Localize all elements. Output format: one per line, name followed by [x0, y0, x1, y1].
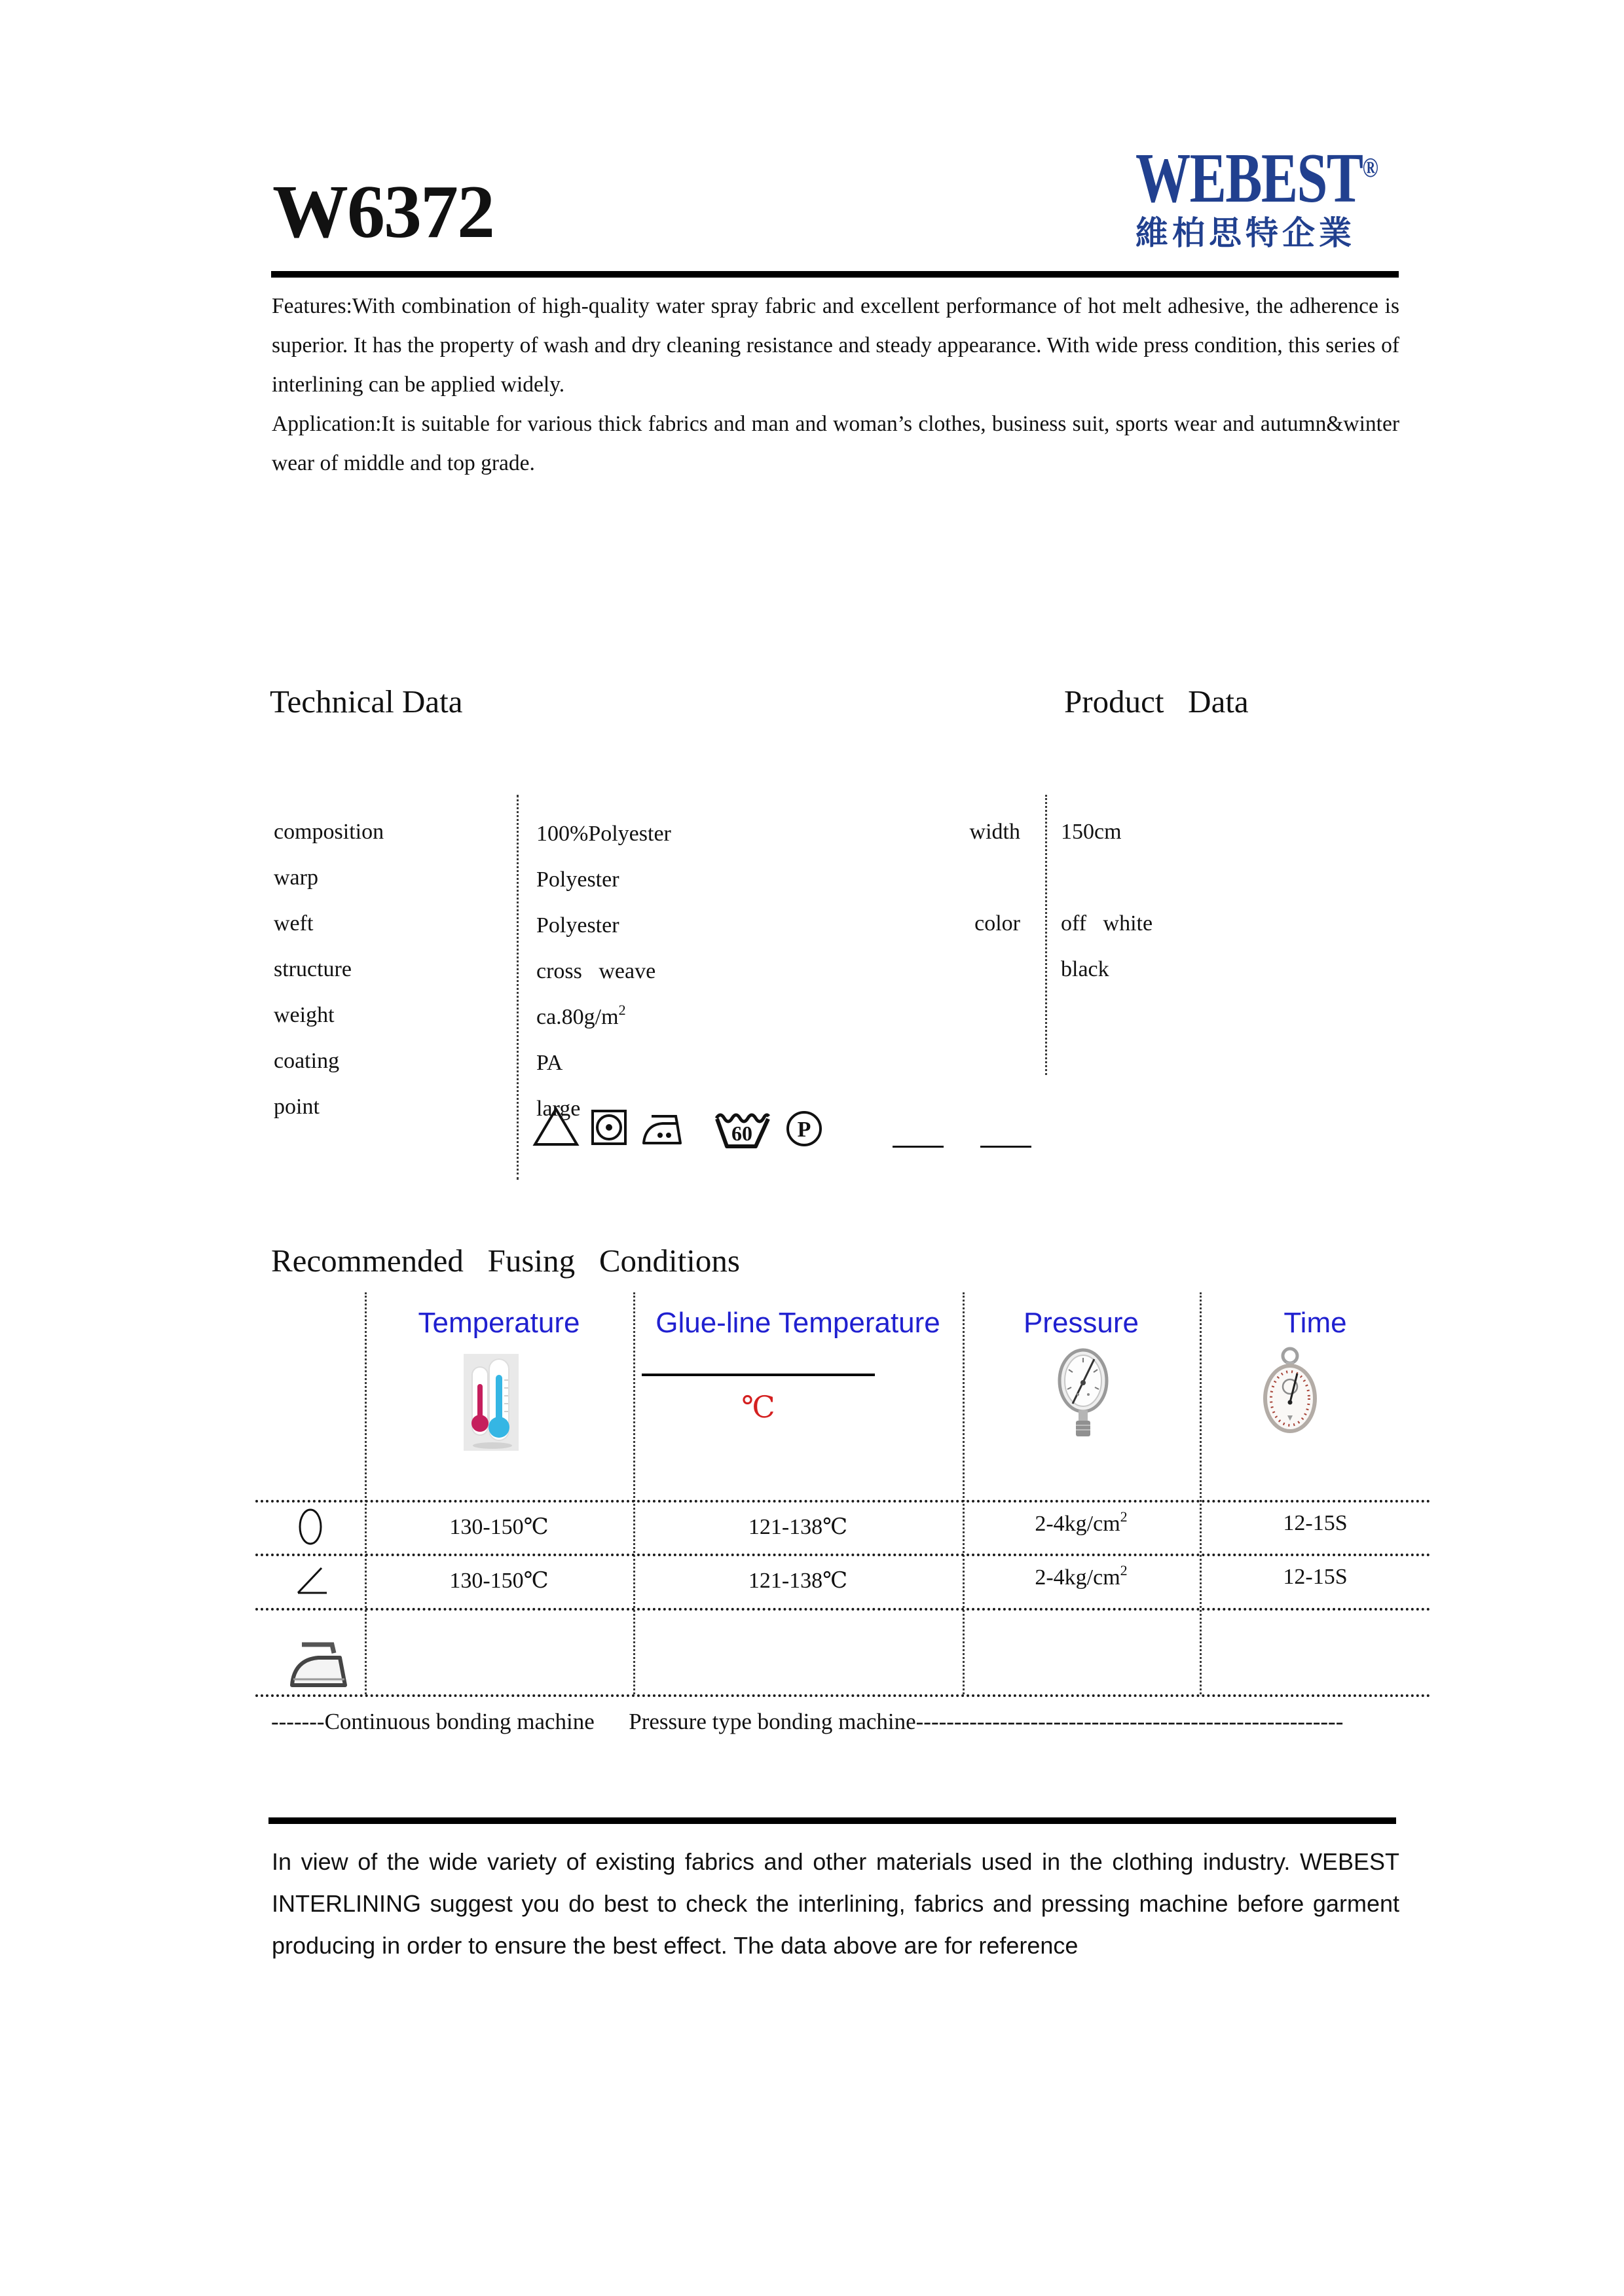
product-value: black [1061, 957, 1109, 981]
table-row [922, 947, 1315, 993]
blank-symbol-line [980, 1127, 1031, 1148]
table-row [271, 993, 1122, 1038]
features-paragraph: Features:With combination of high-quality water spray fabric and excellent performance of hot melt adhesive, the adherence is superior. It has the property of wash and dry cleaning resistance and steady appearance. With wide press condition, this series of interlining can be applied widely. [272, 294, 1399, 397]
tech-label: structure [274, 957, 352, 981]
product-label: color [974, 911, 1020, 936]
fusing-cell-temperature: 130-150℃ [449, 1515, 549, 1539]
footer-divider-rule [268, 1817, 1396, 1824]
tech-value: PA [536, 1050, 563, 1075]
tech-value: Polyester [536, 867, 619, 892]
fusing-col-divider [365, 1292, 367, 1694]
fusing-col-divider [963, 1292, 965, 1694]
intro-section [272, 287, 1399, 483]
glue-line-underline [642, 1374, 875, 1376]
product-data-table [922, 809, 1315, 993]
fusing-row-divider [255, 1554, 1431, 1556]
page-title: W6372 [272, 170, 494, 254]
fusing-cell-time: 12-15S [1283, 1511, 1348, 1535]
svg-text:60: 60 [731, 1121, 752, 1145]
tech-label: coating [274, 1049, 340, 1073]
hand-iron-icon [286, 1635, 352, 1696]
footer-note: In view of the wide variety of existing fabrics and other materials used in the clothing industry. WEBEST INTERLINING suggest you do best to check the interlining, fabrics and pressing machine before garment producing in order to ensure the best effect. The data above are for reference [272, 1848, 1399, 1959]
tech-label: weft [274, 911, 314, 936]
fusing-cell-glue-line: 121-138℃ [748, 1515, 848, 1539]
fusing-col-header-glue-line: Glue-line Temperature [655, 1307, 940, 1339]
tech-label: composition [274, 820, 384, 844]
celsius-unit: ℃ [741, 1391, 775, 1424]
tech-value: Polyester [536, 913, 619, 938]
fusing-col-divider [633, 1292, 635, 1694]
wash-60-icon [712, 1107, 773, 1152]
fusing-cell-pressure: $2-4kg/cm^2$ [1035, 1508, 1128, 1536]
fusing-conditions-heading: Recommended Fusing Conditions [271, 1243, 740, 1279]
tech-label: warp [274, 866, 318, 890]
tech-label: weight [274, 1003, 335, 1027]
brand-chinese-name: 維柏思特企業 [1135, 214, 1356, 251]
application-paragraph: Application:It is suitable for various thick fabrics and man and woman’s clothes, business suit, sports wear and autumn&winter wear of middle and top grade. [272, 412, 1399, 475]
fusing-cell-glue-line: 121-138℃ [748, 1569, 848, 1593]
fusing-row-divider [255, 1608, 1431, 1611]
continuous-bonding-ellipse-icon [295, 1507, 325, 1550]
pressure-gauge-image [1053, 1343, 1113, 1445]
fusing-table-caption: -------Continuous bonding machine Pressure type bonding machine-------------------------------------------------------- [271, 1709, 1344, 1734]
svg-text:P: P [797, 1118, 811, 1142]
fusing-col-header-pressure: Pressure [1023, 1307, 1139, 1339]
tech-label: point [274, 1095, 320, 1119]
brand-logo [1135, 139, 1411, 251]
tech-table-divider [517, 795, 519, 1180]
product-data-heading: Product Data [1064, 683, 1249, 720]
tech-value: cross weave [536, 958, 656, 983]
product-value: 150cm [1061, 820, 1122, 844]
bleach-triangle-icon [532, 1106, 580, 1147]
table-row [271, 1038, 1122, 1084]
stopwatch-image [1259, 1346, 1321, 1438]
fusing-col-header-temperature: Temperature [418, 1307, 580, 1339]
dry-clean-p-icon [785, 1110, 823, 1148]
fusing-row-divider [255, 1694, 1431, 1697]
table-row [922, 901, 1315, 947]
fusing-row-divider [255, 1500, 1431, 1503]
tumble-dry-icon [590, 1108, 628, 1146]
product-label: width [969, 820, 1020, 844]
product-table-divider [1045, 795, 1047, 1075]
product-value: off white [1061, 911, 1153, 936]
thermometer-image [464, 1354, 519, 1454]
registered-trademark-icon: ® [1362, 153, 1378, 183]
fusing-cell-time: 12-15S [1283, 1565, 1348, 1589]
fusing-cell-temperature: 130-150℃ [449, 1569, 549, 1593]
fusing-col-divider [1200, 1292, 1202, 1694]
technical-data-heading: Technical Data [270, 683, 463, 720]
tech-value: $ca.80g/m^2$ [536, 1001, 626, 1029]
iron-two-dots-icon [640, 1110, 685, 1147]
table-row [271, 1084, 1122, 1130]
fusing-col-header-time: Time [1283, 1307, 1347, 1339]
brand-wordmark: WEBEST® [1135, 139, 1378, 217]
pressure-bonding-angle-icon [293, 1562, 330, 1601]
tech-value: large [536, 1096, 581, 1121]
blank-symbol-line [893, 1127, 944, 1148]
fusing-cell-pressure: $2-4kg/cm^2$ [1035, 1562, 1128, 1590]
header-divider-rule [271, 271, 1399, 278]
table-row [922, 855, 1315, 901]
table-row [922, 809, 1315, 855]
tech-value: 100%Polyester [536, 821, 671, 846]
